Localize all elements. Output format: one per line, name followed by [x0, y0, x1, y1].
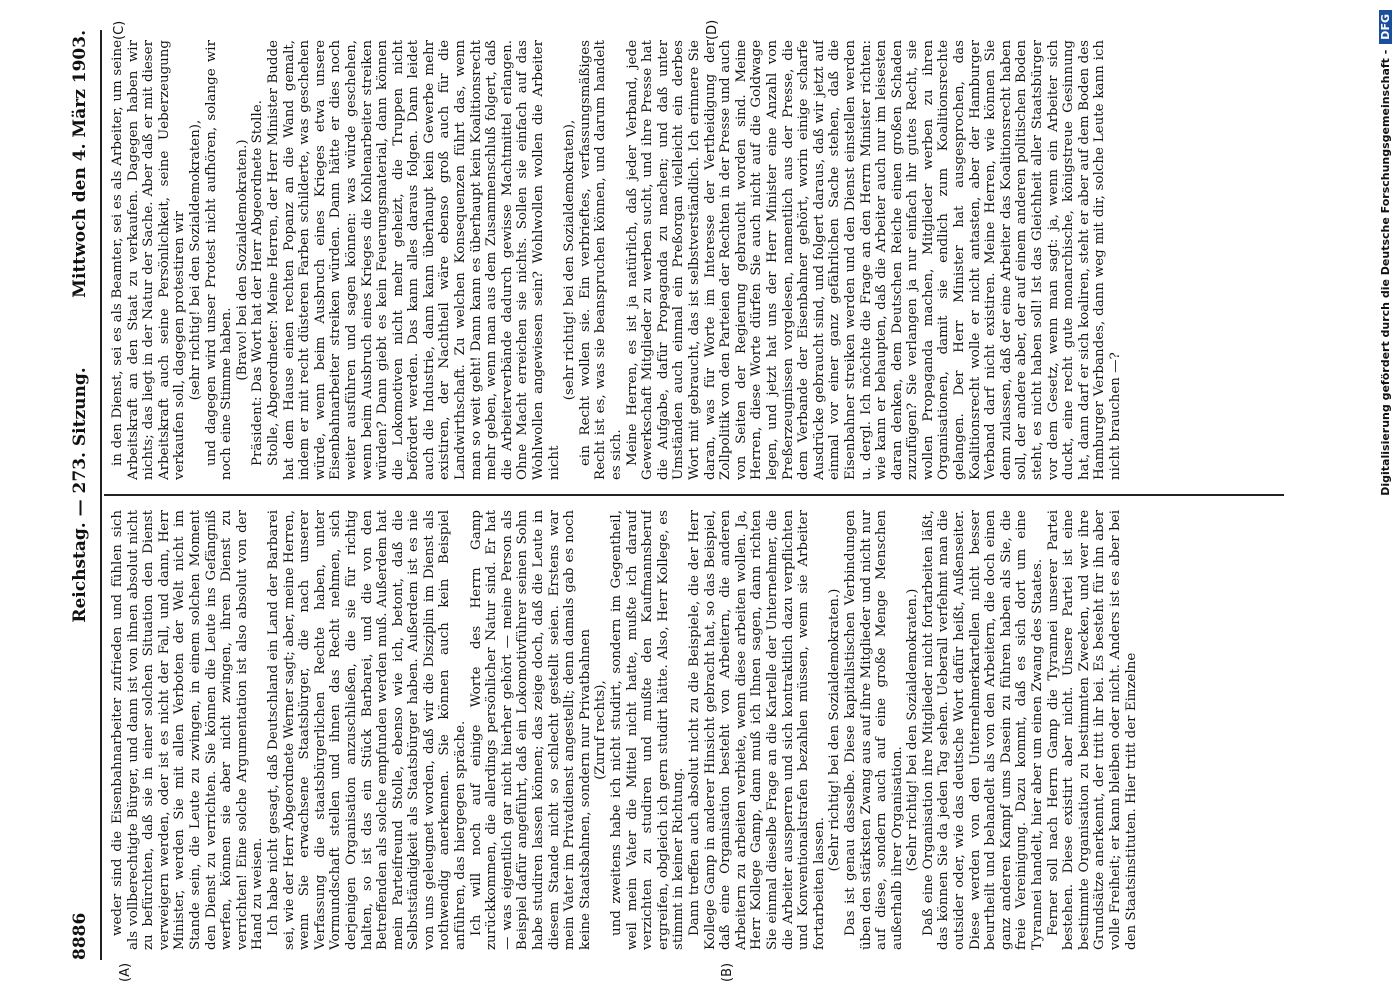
paragraph: ein Recht wollen sie. Ein verbrieftes, verfassungsmäßiges Recht ist es, was sie beanspruchen können, und darum handelt es sich. — [577, 40, 624, 480]
margin-marker-c: (C) — [112, 20, 127, 40]
paragraph: Meine Herren, es ist ja natürlich, daß jeder Verband, jede Gewerkschaft Mitglieder zu werben sucht, und ihre Presse hat die Aufgabe, dafür Propaganda zu machen; und daß unter Umständen auch einmal ein Preßorgan vielleicht ein derbes Wort mit gebraucht, das ist selbstverständlich. Ich erinnere Sie daran, was für Worte im Interesse der Vertheidigung der Zollpolitik von den Parteien der Rechten in der Presse und auch von Seiten der Regierung gebraucht worden sind. Meine Herren, diese Worte dürfen Sie auch nicht auf die Goldwage legen, und jetzt hat uns der Herr Minister eine Anzahl von Preßerzeugnissen vorgelesen, namentlich aus der Presse, die dem Verbande der Eisenbahner gehört, worin einige scharfe Ausdrücke gebraucht sind, und folgert daraus, daß wir jetzt auf einmal vor einer ganz gefährlichen Sache stehen, daß die Eisenbahner streiken werden und den Dienst einstellen werden u. dergl. Ich möchte die Frage an den Herrn Minister richten: wie kann er behaupten, daß die Arbeiter auch nur im leisesten daran denken, dem Deutschen Reiche einen großen Schaden zuzufügen? Sie verlangen ja nur einfach ihr gutes Recht, sie wollen Propaganda machen, Mitglieder werben zu ihren Organisationen, damit sie endlich zum Koalitionsrechte gelangen. Der Herr Minister hat ausgesprochen, das Koalitionsrecht wolle er nicht antasten, aber der Hamburger Verband darf nicht existiren. Meine Herren, wie können Sie denn zulassen, daß der eine Arbeiter das Koalitionsrecht haben soll, der andere aber, der auf einem anderen politischen Boden steht, es nicht haben soll! Ist das Gleichheit aller Staatsbürger vor dem Gesetz, wenn man sagt: ja, wenn ein Arbeiter sich duckt, eine recht gute monarchische, königstreue Gesinnung hat, dann darf er sich koaliren, steht er aber auf dem Boden des Hamburger Verbandes, dann weg mit dir, solche Leute kann ich nicht brauchen —? — [624, 40, 1123, 480]
paragraph: Dann treffen auch absolut nicht zu die Beispiele, die der Herr Kollege Gamp in anderer Hinsicht gebracht hat, so das Beispiel, daß eine Organisation besteht von Arbeitern, die anderen Arbeitern zu arbeiten verbiete, wenn diese arbeiten wollen. Ja, Herr Kollege Gamp, dann muß ich Ihnen sagen, dann richten Sie einmal dieselbe Frage an die Kartelle der Unternehmer, die die Arbeiter aussperren und sich kontraktlich dazu verpflichten und Konventionalstrafen bezahlen müssen, wenn sie Arbeiter fortarbeiten lassen. — [686, 510, 827, 950]
interjection: (Bravo! bei den Sozialdemokraten.) — [234, 139, 250, 381]
paragraph: Ich will noch auf einige Worte des Herrn Gamp zurückkommen, die allerdings persönlicher Natur sind. Er hat — was eigentlich gar nicht hierher gehört — meine Person als Beispiel dafür angeführt, daß ein Lokomotivführer seinen Sohn habe studiren lassen können; das zeige doch, daß die Leute in diesem Stande nicht so schlecht gestellt seien. Erstens war mein Vater im Privatdienst angestellt; denn damals gab es noch keine Staatsbahnen, sondern nur Privatbahnen — [468, 510, 593, 950]
session-title: Reichstag. — 273. Sitzung. — [70, 367, 90, 623]
interjection: (sehr richtig! bei den Sozialdemokraten), — [187, 119, 203, 401]
paragraph: und dagegen wird unser Protest nicht aufhören, solange wir noch eine Stimme haben. — [203, 40, 235, 480]
speaker-paragraph: Stolle, Abgeordneter: Meine Herren, der Herr Minister Budde hat dem Hause einen rechten Popanz an die Wand gemalt, indem er mit recht düsteren Farben schilderte, was geschehen würde, wenn beim Ausbruch eines Krieges etwa unsere Eisenbahnarbeiter streiken würden. Dann hätte er dies noch weiter ausführen und sagen können: was würde geschehen, wenn beim Ausbruch eines Krieges die Kohlenarbeiter streiken würden? Dann giebt es kein Feuerungsmaterial, dann können die Lokomotiven nicht mehr geheizt, die Truppen nicht befördert werden. Das kann alles daraus folgen. Dann leidet auch die Industrie, dann kann überhaupt kein Gewerbe mehr existiren, der Nachtheil wäre ebenso groß auch für die Landwirthschaft. Zu welchen Konsequenzen führt das, wenn man so weit geht! Dann kann es überhaupt kein Koalitionsrecht mehr geben, wenn man aus dem Zusammenschluß folgert, daß die Arbeiterverbände dadurch gewisse Machtmittel erlangen. Ohne Macht erreichen sie nichts. Sollen sie einfach auf das Wohlwollen angewiesen sein? Wohlwollen wollen die Arbeiter nicht — [265, 40, 562, 480]
column-divider — [104, 494, 1284, 496]
paragraph: weder sind die Eisenbahnarbeiter zufrieden und fühlen sich als vollberechtigte Bürger, und dann ist von ihnen absolut nicht zu befürchten, daß sie in einer solchen Situation den Dienst verweigern werden, oder ist es nicht der Fall, und dann, Herr Minister, werden Sie mit allen Verboten der Welt nicht im Stande sein, die Leute zu zwingen, in einem solchen Moment den Dienst zu verrichten. Sie können die Leute ins Gefängniß werfen, können sie aber nicht zwingen, ihren Dienst zu verrichten! Eine solche Argumentation ist also absolut von der Hand zu weisen. — [110, 510, 266, 950]
paragraph: in den Dienst, sei es als Beamter, sei es als Arbeiter, um seine Arbeitskraft an den Staat zu verkaufen. Dagegen haben wir nichts; das liegt in der Natur der Sache. Aber daß er mit dieser Arbeitskraft auch seine Persönlichkeit, seine Ueberzeugung verkaufen soll, dagegen protestiren wir — [110, 40, 188, 480]
left-column — [110, 510, 1280, 950]
speaker-paragraph: Präsident: Das Wort hat der Herr Abgeordnete Stolle. — [250, 100, 266, 466]
page-number: 8886 — [70, 912, 90, 960]
interjection: (Sehr richtig! bei den Sozialdemokraten.) — [827, 588, 843, 872]
right-column — [110, 40, 1280, 480]
paragraph: Ferner soll nach Herrn Gamp die Tyrannei unserer Partei bestehen. Diese existirt aber nicht. Unsere Partei ist eine bestimmte Organisation zu bestimmten Zwecken, und wer ihre Grundsätze anerkennt, der tritt ihr bei. Es besteht für ihn aber volle Freiheit; er kann bleiben oder nicht. Anders ist es aber bei den Staatsinstituten. Hier tritt der Einzelne — [1045, 510, 1139, 950]
session-date: Mittwoch den 4. März 1903. — [70, 30, 90, 298]
paragraph: Ich habe nicht gesagt, daß Deutschland ein Land der Barbarei sei, wie der Herr Abgeordnete Werner sagt; aber, meine Herren, wenn Sie erwachsene Staatsbürger, die nach unserer Verfassung die staatsbürgerlichen Rechte haben, unter Vormundschaft stellen und ihnen das Recht nehmen, sich derjenigen Organisation anzuschließen, die sie für richtig halten, so ist das ein Stück Barbarei, und die von den Betreffenden als solche empfunden werden muß. Außerdem hat mein Parteifreund Stolle, ebenso wie ich, betont, daß die Selbstständigkeit als Staatsbürger haben. Außerdem ist es nie von uns geleugnet worden, daß wir die Disziplin im Dienst als nothwendig anerkennen. Sie können auch kein Beispiel anführen, das hiergegen spräche. — [265, 510, 469, 950]
interjection: (sehr richtig! bei den Sozialdemokraten), — [562, 119, 578, 401]
margin-marker-b: (B) — [720, 962, 735, 982]
margin-marker-d: (D) — [705, 19, 720, 40]
paragraph: und zweitens habe ich nicht studirt, sondern im Gegentheil, weil mein Vater die Mittel nicht hatte, mußte ich darauf verzichten zu studiren und mußte den Kaufmannsberuf ergreifen, obgleich ich gern studirt hätte. Also, Herr Kollege, es stimmt in keiner Richtung. — [609, 510, 687, 950]
margin-marker-a: (A) — [118, 962, 133, 982]
digitization-credit — [1357, 0, 1393, 1000]
interjection: (Zuruf rechts), — [593, 680, 609, 780]
header-rule — [100, 30, 102, 960]
dfg-logo: DFG — [1379, 10, 1392, 44]
interjection: (Sehr richtig! bei den Sozialdemokraten.) — [905, 588, 921, 872]
page-header — [70, 30, 96, 960]
paragraph: Daß eine Organisation ihre Mitglieder nicht fortarbeiten läßt, das können Sie da jeden Tag sehen. Ueberall verfehmt man die outsider oder, wie das deutsche Wort dafür heißt, Außenseiter. Diese werden von den Unternehmerkartellen nicht besser beurtheilt und behandelt als von den Arbeitern, die doch einen ganz anderen Kampf ums Dasein zu führen haben als Sie, die freie Vereinigung. Dazu kommt, daß es sich dort um eine Tyrannei handelt, hier aber um einen Zwang des Staates. — [920, 510, 1046, 950]
credit-text: Digitalisierung gefördert durch die Deutsche Forschungsgemeinschaft - — [1378, 49, 1392, 496]
paragraph: Das ist genau dasselbe. Diese kapitalistischen Verbindungen üben den stärksten Zwang aus auf ihre Mitglieder und nicht nur auf diese, sondern auch auf eine große Menge Menschen außerhalb ihrer Organisation. — [842, 510, 905, 950]
